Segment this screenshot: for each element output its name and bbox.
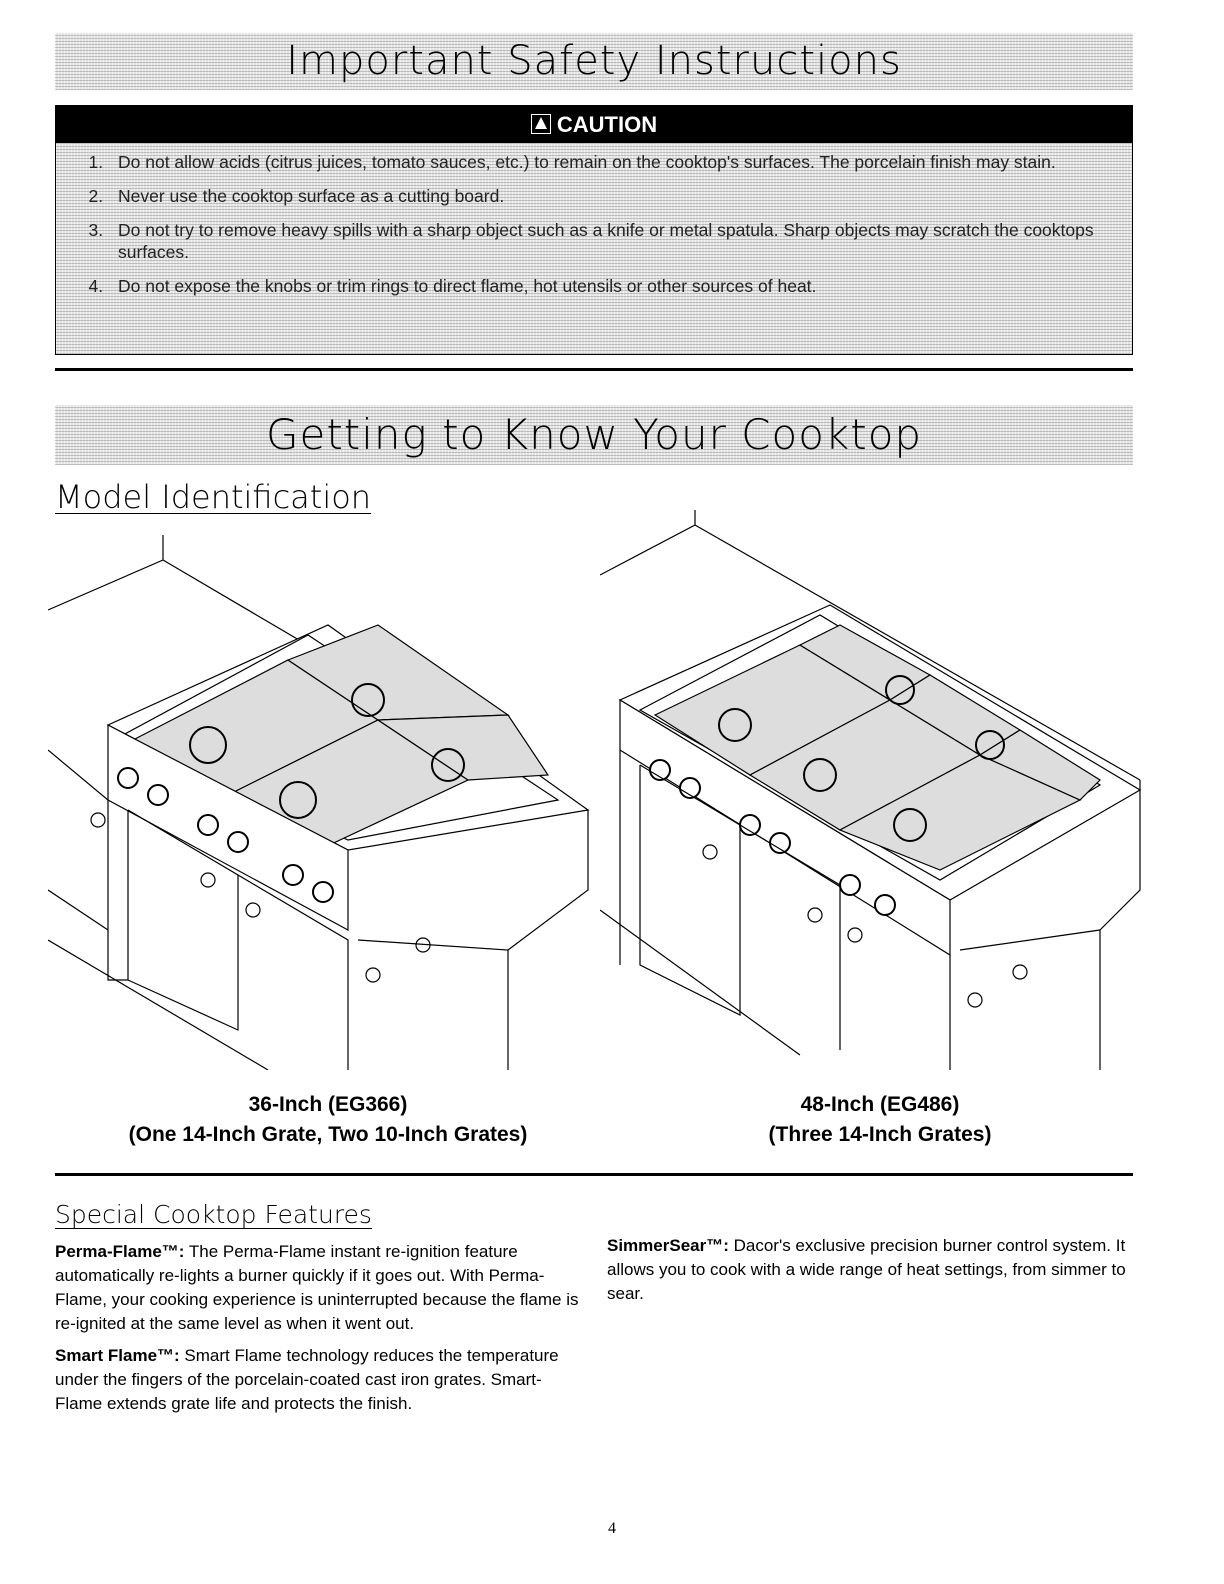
caution-item: 1. Do not allow acids (citrus juices, tomato sauces, etc.) to remain on the cooktop's surfaces. The porcelain finish may stain.: [108, 151, 1102, 173]
divider: [55, 368, 1133, 371]
caution-list: [56, 151, 1132, 297]
model-name: 48-Inch (EG486): [800, 1093, 960, 1116]
features-column-right: [607, 1234, 1137, 1314]
feature-text: The Perma-Flame instant re-ignition feature automatically re-lights a burner quickly if it goes out. With Perma-Flame, your cooking experience is uninterrupted because the flame is re-ignited at the same level as when it went out.: [55, 1242, 579, 1333]
model-identification-heading: Model Identification: [55, 478, 372, 516]
feature-name: Perma-Flame™:: [55, 1242, 185, 1261]
feature-name: Smart Flame™:: [55, 1346, 180, 1365]
feature-simmersear: [607, 1234, 1137, 1306]
feature-smart-flame: [55, 1344, 585, 1416]
know-title: Getting to Know Your Cooktop: [265, 410, 923, 459]
feature-text: Dacor's exclusive precision burner control system. It allows you to cook with a wide range of heat settings, from simmer to sear.: [607, 1236, 1126, 1303]
feature-name: SimmerSear™:: [607, 1236, 729, 1255]
feature-perma-flame: [55, 1240, 585, 1336]
caution-box: [55, 105, 1133, 355]
caution-item: 4. Do not expose the knobs or trim rings to direct flame, hot utensils or other sources of heat.: [108, 275, 1102, 297]
caution-label: CAUTION: [556, 112, 658, 137]
cooktop-36-illustration: [48, 510, 608, 1070]
model-grates: (Three 14-Inch Grates): [768, 1123, 992, 1146]
warning-icon: [531, 114, 551, 134]
caution-header: [56, 106, 1132, 143]
model-caption-36: [48, 1090, 608, 1150]
caution-item: 3. Do not try to remove heavy spills with a sharp object such as a knife or metal spatula. Sharp objects may scratch the cooktops surfaces.: [108, 219, 1102, 263]
model-caption-48: [600, 1090, 1160, 1150]
model-grates: (One 14-Inch Grate, Two 10-Inch Grates): [128, 1123, 528, 1146]
know-title-banner: [55, 405, 1133, 465]
cooktop-48-illustration: [600, 510, 1160, 1070]
special-features-heading: Special Cooktop Features: [55, 1200, 372, 1229]
features-column-left: [55, 1240, 585, 1424]
safety-title-banner: [55, 33, 1133, 90]
safety-title: Important Safety Instructions: [286, 38, 902, 84]
divider: [55, 1173, 1133, 1176]
model-name: 36-Inch (EG366): [248, 1093, 408, 1116]
page-number: 4: [608, 1520, 616, 1537]
caution-item: 2. Never use the cooktop surface as a cutting board.: [108, 185, 1102, 207]
feature-text: Smart Flame technology reduces the temperature under the fingers of the porcelain-coated cast iron grates. Smart-Flame extends grate life and protects the finish.: [55, 1346, 559, 1413]
